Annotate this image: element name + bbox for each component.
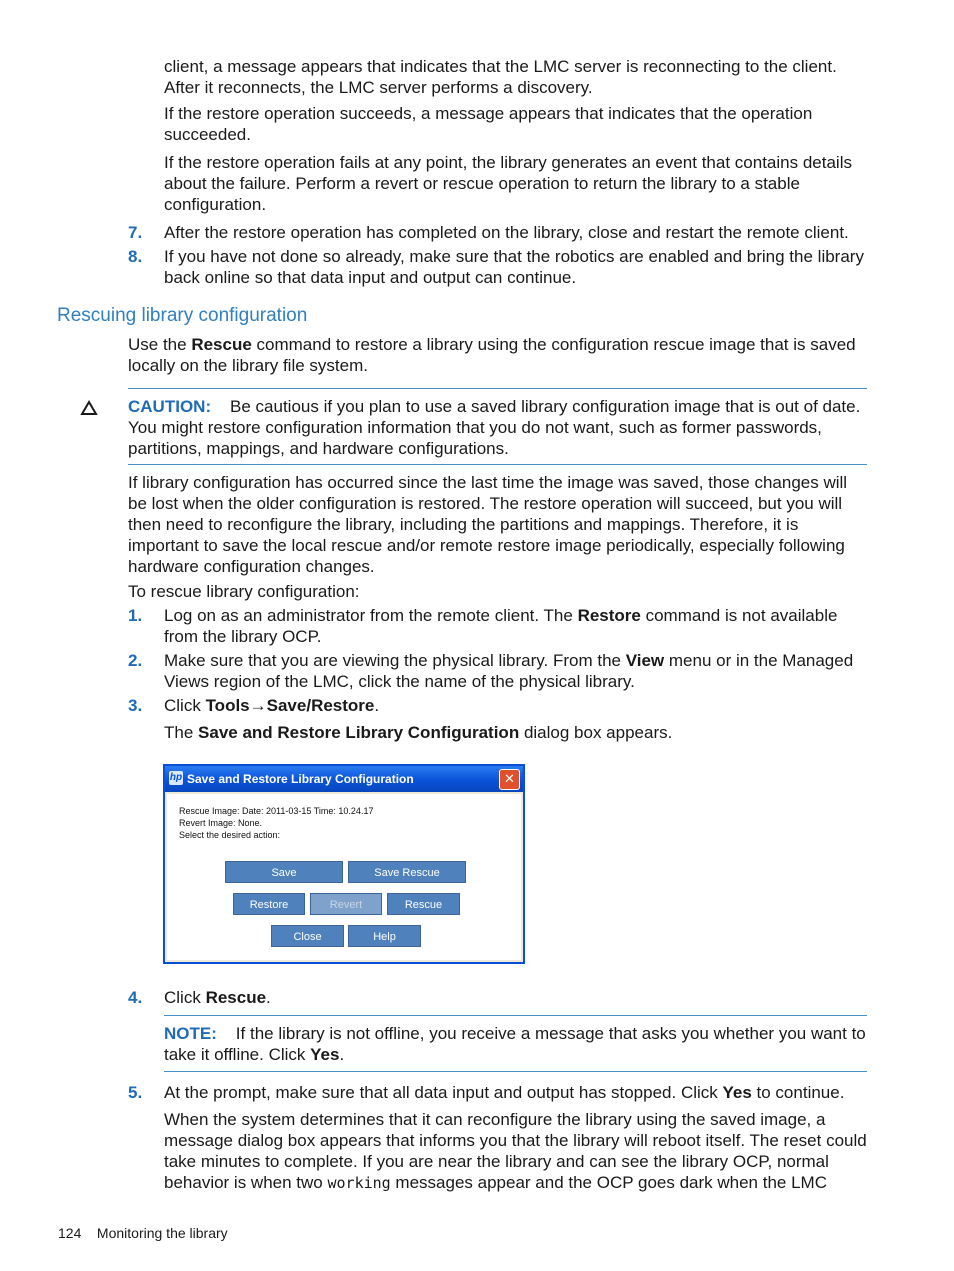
intro-paragraph: Use the Rescue command to restore a library using the configuration rescue image that is saved locally on the library file system.	[128, 335, 856, 375]
step-text: Click Tools→Save/Restore.	[164, 696, 380, 715]
help-button[interactable]: Help	[348, 925, 421, 947]
step-subtext: When the system determines that it can reconfigure the library using the saved image, a message dialog box appears that informs you that the library will reboot itself. The reset could take minutes to complete. If you are near the library and can see the library OCP, normal behavior is when two working messages appear and the OCP goes dark when the LMC	[164, 1110, 867, 1192]
section-heading: Rescuing library configuration	[57, 305, 308, 326]
footer-section: Monitoring the library	[96, 1225, 228, 1241]
page-number: 124	[58, 1225, 82, 1241]
step-number: 5.	[128, 1083, 143, 1102]
rescue-image-info: Rescue Image: Date: 2011-03-15 Time: 10.24.17	[179, 806, 374, 816]
dialog-title-bar	[165, 766, 523, 792]
step-text: Make sure that you are viewing the physical library. From the View menu or in the Managed Views region of the LMC, click the name of the physical library.	[164, 651, 854, 691]
step-subtext: The Save and Restore Library Configuration dialog box appears.	[164, 723, 673, 742]
page-footer	[58, 1223, 228, 1244]
body-paragraph: If library configuration has occurred since the last time the image was saved, those changes will be lost when the older configuration is restored. The restore operation will succeed, but you will then need to reconfigure the library, including the partitions and mappings. Therefore, it is important to save the local rescue and/or remote restore image periodically, especially following hardware configuration changes.	[128, 473, 848, 576]
body-paragraph: If the restore operation fails at any point, the library generates an event that contains details about the failure. Perform a revert or rescue operation to return the library to a stable configuration.	[164, 153, 852, 214]
revert-button[interactable]: Revert	[310, 893, 382, 915]
close-button[interactable]: Close	[271, 925, 344, 947]
step-text: If you have not done so already, make sure that the robotics are enabled and bring the library back online so that data input and output can continue.	[164, 247, 864, 287]
step-number: 8.	[128, 247, 143, 266]
note-bottom-rule	[164, 1071, 867, 1072]
caution-icon	[80, 400, 98, 416]
save-restore-dialog	[163, 764, 525, 964]
close-icon[interactable]: ✕	[499, 769, 520, 790]
step-number: 4.	[128, 988, 143, 1007]
save-rescue-button[interactable]: Save Rescue	[348, 861, 466, 883]
caution-top-rule	[128, 388, 867, 389]
rescue-button[interactable]: Rescue	[387, 893, 460, 915]
restore-button[interactable]: Restore	[233, 893, 305, 915]
caution-note: CAUTION: Be cautious if you plan to use a saved library configuration image that is out of date. You might restore configuration information that you do not want, such as former passwords, partitions, mappings, and hardware configurations.	[128, 397, 861, 458]
body-paragraph: To rescue library configuration:	[128, 582, 360, 601]
step-number: 3.	[128, 696, 143, 715]
select-action-label: Select the desired action:	[179, 830, 281, 840]
step-number: 7.	[128, 223, 143, 242]
step-number: 1.	[128, 606, 143, 625]
dialog-title: Save and Restore Library Configuration	[187, 772, 414, 786]
hp-logo-icon: hp	[169, 772, 183, 783]
body-paragraph: client, a message appears that indicates that the LMC server is reconnecting to the client. After it reconnects, the LMC server performs a discovery.	[164, 57, 837, 97]
dialog-body	[167, 794, 521, 960]
step-text: Log on as an administrator from the remote client. The Restore command is not available from the library OCP.	[164, 606, 838, 646]
revert-image-info: Revert Image: None.	[179, 818, 263, 828]
step-text: After the restore operation has completed on the library, close and restart the remote client.	[164, 223, 849, 242]
step-text: At the prompt, make sure that all data input and output has stopped. Click Yes to continue.	[164, 1083, 845, 1102]
body-paragraph: If the restore operation succeeds, a message appears that indicates that the operation succeeded.	[164, 104, 813, 144]
note: NOTE: If the library is not offline, you receive a message that asks you whether you want to take it offline. Click Yes.	[164, 1024, 866, 1064]
step-number: 2.	[128, 651, 143, 670]
note-top-rule	[164, 1015, 867, 1016]
caution-bottom-rule	[128, 464, 867, 465]
save-button[interactable]: Save	[225, 861, 343, 883]
step-text: Click Rescue.	[164, 988, 271, 1007]
